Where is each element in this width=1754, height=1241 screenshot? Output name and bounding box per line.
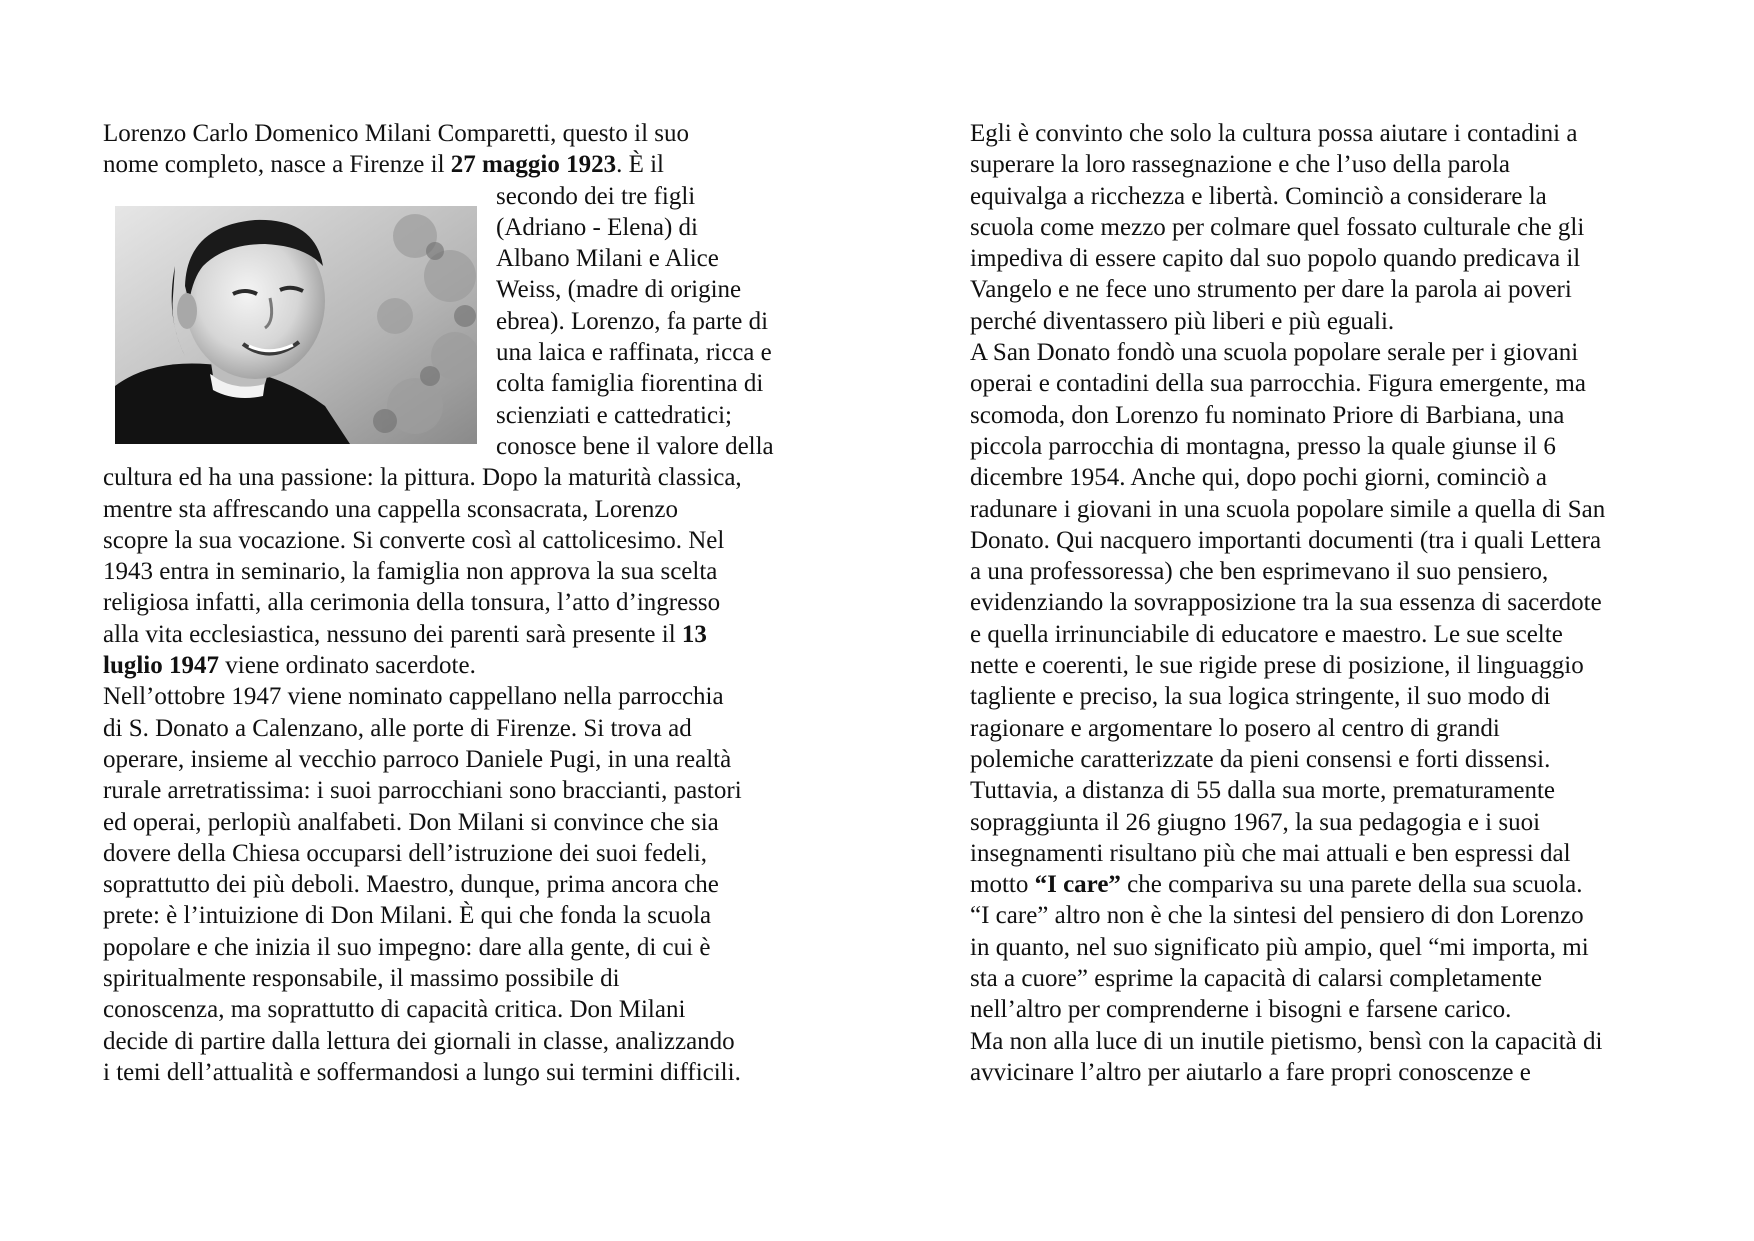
text-line: nell’altro per comprenderne i bisogni e farsene carico. [970,996,1512,1024]
text-line: dicembre 1954. Anche qui, dopo pochi giorni, cominciò a [970,464,1547,492]
text-line: rurale arretratissima: i suoi parrocchiani sono braccianti, pastori [103,777,742,805]
text-line: cultura ed ha una passione: la pittura. Dopo la maturità classica, [103,464,742,492]
text-line [103,650,815,681]
text-line: 1943 entra in seminario, la famiglia non approva la sua scelta [103,558,718,586]
text-line: scuola come mezzo per colmare quel fossato culturale che gli [970,213,1585,241]
text-line [103,619,815,650]
text-line: sta a cuore” esprime la capacità di calarsi completamente [970,965,1542,993]
text-line: operare, insieme al vecchio parroco Daniele Pugi, in una realtà [103,745,732,773]
text-line: (Adriano - Elena) di [496,213,699,241]
left-column [103,118,815,1088]
text-line [103,149,815,180]
text-line: evidenziando la sovrapposizione tra la sua essenza di sacerdote [970,589,1602,617]
text-line: operai e contadini della sua parrocchia. Figura emergente, ma [970,370,1586,398]
text-line: di S. Donato a Calenzano, alle porte di Firenze. Si trova ad [103,714,692,742]
text-line: religiosa infatti, alla cerimonia della tonsura, l’atto d’ingresso [103,589,721,617]
text-line: ed operai, perlopiù analfabeti. Don Milani si convince che sia [103,808,719,836]
text-line: Vangelo e ne fece uno strumento per dare la parola ai poveri [970,276,1572,304]
text-line: equivalga a ricchezza e libertà. Cominciò a considerare la [970,182,1547,210]
text-line: Weiss, (madre di origine [496,276,742,304]
right-column [970,118,1675,1088]
text-line: conoscenza, ma soprattutto di capacità critica. Don Milani [103,996,686,1024]
text-line: scopre la sua vocazione. Si converte così al cattolicesimo. Nel [103,526,725,554]
ordination-date-month-year: luglio 1947 [103,652,219,680]
text-line: superare la loro rassegnazione e che l’uso della parola [970,151,1511,179]
text-line: mentre sta affrescando una cappella sconsacrata, Lorenzo [103,495,678,523]
text-line: tagliente e preciso, la sua logica stringente, il suo modo di [970,683,1551,711]
text-line: Tuttavia, a distanza di 55 dalla sua morte, prematuramente [970,777,1556,805]
text-line: polemiche caratterizzate da pieni consensi e forti dissensi. [970,745,1551,773]
birth-date: 27 maggio 1923 [450,151,617,179]
text-line: ragionare e argomentare lo posero al centro di grandi [970,714,1500,742]
text-segment: nome completo, nasce a Firenze il [103,151,451,179]
text-line: Albano Milani e Alice [496,245,719,273]
text-segment: che compariva su una parete della sua scuola. [1120,871,1583,899]
text-segment: motto [970,871,1035,899]
text-line: Egli è convinto che solo la cultura possa aiutare i contadini a [970,120,1578,147]
text-line: secondo dei tre figli [496,182,696,210]
text-line: i temi dell’attualità e soffermandosi a lungo sui termini difficili. [103,1058,741,1086]
text-line: sopraggiunta il 26 giugno 1967, la sua pedagogia e i suoi [970,808,1541,836]
text-line: colta famiglia fiorentina di [496,370,764,398]
text-line: scomoda, don Lorenzo fu nominato Priore di Barbiana, una [970,401,1565,429]
text-line: radunare i giovani in una scuola popolare simile a quella di San [970,495,1606,523]
text-line: ebrea). Lorenzo, fa parte di [496,307,769,335]
text-line: prete: è l’intuizione di Don Milani. È qui che fonda la scuola [103,902,712,930]
text-line: in quanto, nel suo significato più ampio, quel “mi importa, mi [970,933,1589,961]
text-line: conosce bene il valore della [496,432,774,460]
text-line: “I care” altro non è che la sintesi del pensiero di don Lorenzo [970,902,1584,930]
text-line: Ma non alla luce di un inutile pietismo, bensì con la capacità di [970,1027,1603,1055]
text-line: spiritualmente responsabile, il massimo possibile di [103,965,620,993]
text-line: impediva di essere capito dal suo popolo quando predicava il [970,245,1581,273]
text-line: piccola parrocchia di montagna, presso la quale giunse il 6 [970,432,1556,460]
text-line: popolare e che inizia il suo impegno: dare alla gente, di cui è [103,933,711,961]
text-line: a una professoressa) che ben esprimevano il suo pensiero, [970,558,1549,586]
text-line: perché diventassero più liberi e più eguali. [970,307,1395,335]
text-line: insegnamenti risultano più che mai attuali e ben espressi dal [970,839,1571,867]
text-line: decide di partire dalla lettura dei giornali in classe, analizzando [103,1027,735,1055]
text-line: Nell’ottobre 1947 viene nominato cappellano nella parrocchia [103,683,724,711]
text-line: dovere della Chiesa occuparsi dell’istruzione dei suoi fedeli, [103,839,707,867]
text-line: soprattutto dei più deboli. Maestro, dunque, prima ancora che [103,871,719,899]
text-line: Lorenzo Carlo Domenico Milani Comparetti, questo il suo [103,120,689,147]
text-segment: viene ordinato sacerdote. [219,652,476,680]
text-line: Donato. Qui nacquero importanti documenti (tra i quali Lettera [970,526,1602,554]
ordination-date-day: 13 [681,620,707,648]
text-line: una laica e raffinata, ricca e [496,339,772,367]
text-line: nette e coerenti, le sue rigide prese di posizione, il linguaggio [970,652,1584,680]
text-segment: . È il [616,151,664,179]
text-line: A San Donato fondò una scuola popolare serale per i giovani [970,339,1579,367]
text-line: e quella irrinunciabile di educatore e maestro. Le sue scelte [970,620,1563,648]
text-line [970,869,1675,900]
text-line: scienziati e cattedratici; [496,401,732,429]
motto-i-care: “I care” [1034,871,1121,899]
text-line: avvicinare l’altro per aiutarlo a fare propri conoscenze e [970,1058,1531,1086]
text-segment: alla vita ecclesiastica, nessuno dei parenti sarà presente il [103,620,682,648]
